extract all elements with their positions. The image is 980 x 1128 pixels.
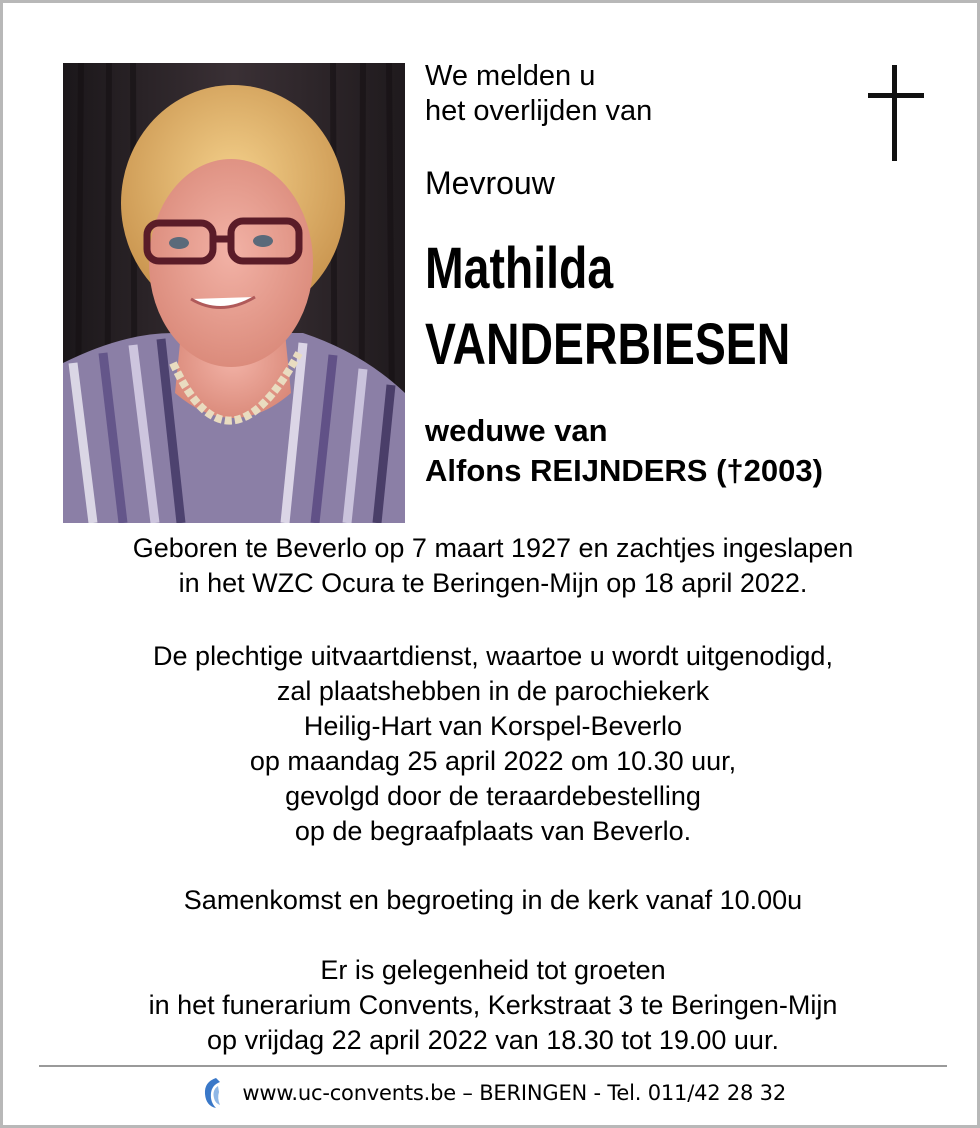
gathering-paragraph [33, 883, 953, 918]
ceremony-line: gevolgd door de teraardebestelling [285, 781, 701, 811]
widow-line-1: weduwe van [425, 413, 608, 448]
birth-line: Geboren te Beverlo op 7 maart 1927 en zachtjes ingeslapen [132, 533, 854, 563]
salutation: Mevrouw [425, 165, 555, 201]
birth-paragraph [33, 531, 953, 601]
footer-contact-link[interactable]: www.uc-convents.be – BERINGEN - Tel. 011/42 28 32 [242, 1080, 786, 1105]
ceremony-line: Heilig-Hart van Korspel-Beverlo [303, 711, 683, 741]
ceremony-line: De plechtige uitvaartdienst, waartoe u wordt uitgenodigd, [153, 641, 833, 671]
intro-line-1: We melden u [425, 60, 596, 92]
footer-divider [39, 1065, 947, 1067]
ceremony-paragraph [33, 639, 953, 849]
visitation-line: Er is gelegenheid tot groeten [320, 955, 666, 985]
widow-statement [425, 411, 965, 491]
visitation-paragraph [33, 953, 953, 1058]
last-name: VANDERBIESEN [425, 312, 791, 377]
intro-line-2: het overlijden van [425, 95, 653, 127]
ceremony-line: op maandag 25 april 2022 om 10.30 uur, [249, 746, 737, 776]
footer [3, 1071, 980, 1111]
birth-line: in het WZC Ocura te Beringen-Mijn op 18 april 2022. [178, 568, 808, 598]
latin-cross-icon [868, 65, 924, 163]
announcement-intro [425, 59, 845, 129]
visitation-line: op vrijdag 22 april 2022 van 18.30 tot 19.00 uur. [207, 1025, 779, 1055]
widow-line-2: Alfons REIJNDERS (†2003) [425, 453, 823, 488]
first-name: Mathilda [425, 236, 614, 301]
ceremony-line: op de begraafplaats van Beverlo. [294, 816, 692, 846]
portrait-photo [63, 63, 405, 523]
funeral-home-logo-icon [200, 1076, 226, 1110]
visitation-line: in het funerarium Convents, Kerkstraat 3 te Beringen-Mijn [148, 990, 838, 1020]
deceased-name [425, 231, 857, 383]
gathering-line: Samenkomst en begroeting in de kerk vanaf 10.00u [183, 885, 803, 915]
ceremony-line: zal plaatshebben in de parochiekerk [276, 676, 710, 706]
